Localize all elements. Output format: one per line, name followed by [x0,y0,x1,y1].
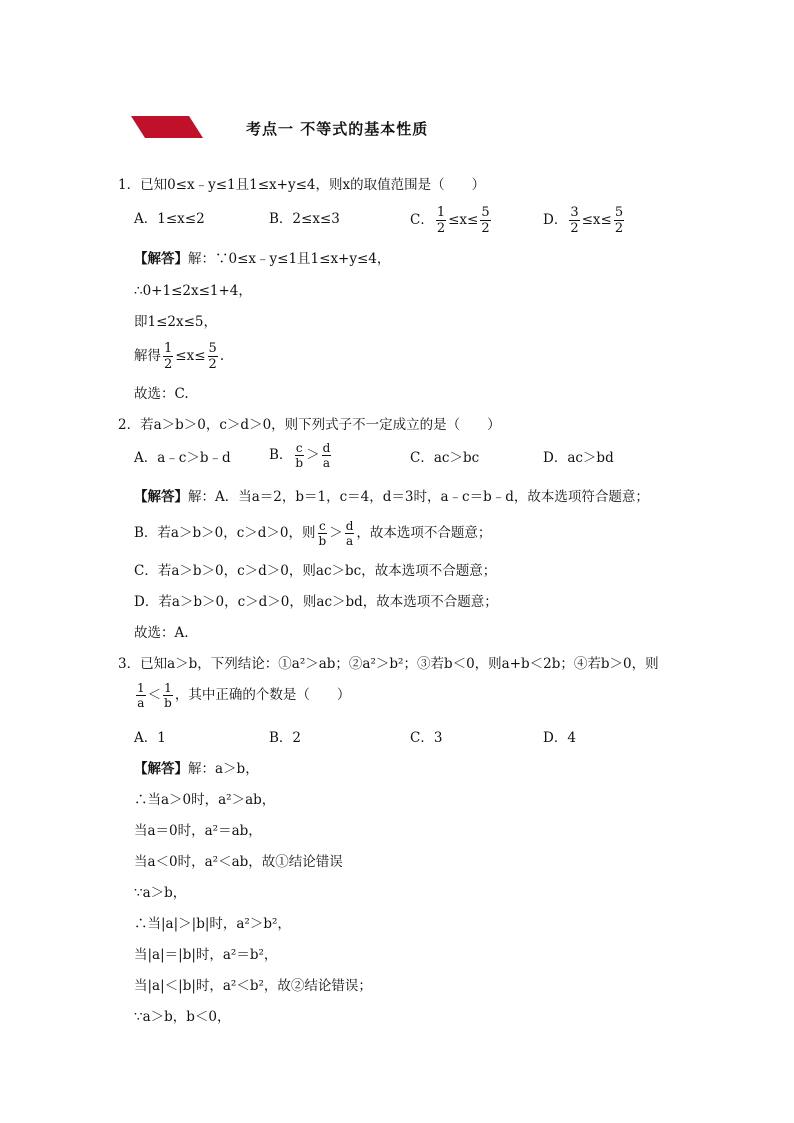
q3-stem-line2: $\frac{1}{a}$ ＜ $\frac{1}{b}$ ，其中正确的个数是（ ） [137,681,351,710]
q2-option-c: C．ac＞bc [410,450,480,466]
q2-answer-line3: C．若a＞b＞0，c＞d＞0，则ac＞bc，故本选项不合题意； [134,563,497,579]
q2-answer-line2: B．若a＞b＞0，c＞d＞0，则 $\frac{c}{b}$ ＞ $\frac{d}{a}$ ，故本选项不合题意； [134,519,492,548]
q1-answer-line4: 解得 $\frac{1}{2}$ ≤x≤ $\frac{5}{2}$ . [134,341,225,372]
q2-option-d: D．ac＞bd [543,450,614,466]
q3-answer-line2: ∴当a＞0时，a²＞ab， [134,792,276,808]
q2-answer-line5: 故选：A. [134,625,189,641]
q2-stem: 2．若a＞b＞0，c＞d＞0，则下列式子不一定成立的是（ ） [118,417,501,433]
q2-options [134,442,734,482]
q3-option-c: C．3 [410,730,443,746]
q1-stem: 1．已知0≤x﹣y≤1且1≤x+y≤4，则x的取值范围是（ ） [118,177,486,193]
q3-option-d: D．4 [543,730,576,746]
q3-answer-line5: ∵a＞b， [134,885,187,901]
q1-answer-line3: 即1≤2x≤5， [134,314,218,330]
q3-option-b: B．2 [269,730,302,746]
q2-answer-line1: 【解答】解：A．当a＝2，b＝1，c＝4，d＝3时，a﹣c＝b﹣d，故本选项符合题意； [134,489,649,505]
section-banner-icon [131,116,203,138]
q3-stem: 3．已知a＞b，下列结论：①a²＞ab；②a²＞b²；③若b＜0，则a+b＜2b；④若b＞0，则 [118,656,659,672]
q1-options [134,206,734,246]
q1-option-d: D． $\frac{3}{2}$ ≤x≤ $\frac{5}{2}$ [543,205,624,236]
section-title: 考点一 不等式的基本性质 [246,120,429,138]
q1-answer-line2: ∴0+1≤2x≤1+4， [134,283,252,299]
q2-option-b: B． $\frac{c}{b}$ ＞ $\frac{d}{a}$ [269,441,331,470]
q3-answer-line8: 当|a|＜|b|时，a²＜b²，故②结论错误； [134,978,372,994]
q2-answer-line4: D．若a＞b＞0，c＞d＞0，则ac＞bd，故本选项不合题意； [134,594,498,610]
q1-answer-line1: 【解答】解：∵0≤x﹣y≤1且1≤x+y≤4， [134,251,391,267]
q3-answer-line1: 【解答】解：a＞b， [134,761,259,777]
q2-option-a: A．a﹣c＞b﹣d [134,450,231,466]
q1-option-c: C． $\frac{1}{2}$ ≤x≤ $\frac{5}{2}$ [410,205,490,236]
q3-option-a: A．1 [134,730,166,746]
q3-answer-line6: ∴当|a|＞|b|时，a²＞b²， [134,916,291,932]
q3-answer-line9: ∵a＞b，b＜0， [134,1009,231,1025]
q3-answer-line4: 当a＜0时，a²＜ab，故①结论错误 [134,854,343,870]
q3-answer-line3: 当a＝0时，a²＝ab， [134,823,262,839]
q3-options [134,729,734,749]
q1-answer-line5: 故选：C. [134,386,189,402]
q1-option-a: A．1≤x≤2 [134,211,205,227]
q3-answer-line7: 当|a|＝|b|时，a²＝b²， [134,947,278,963]
q1-option-b: B．2≤x≤3 [269,211,340,227]
